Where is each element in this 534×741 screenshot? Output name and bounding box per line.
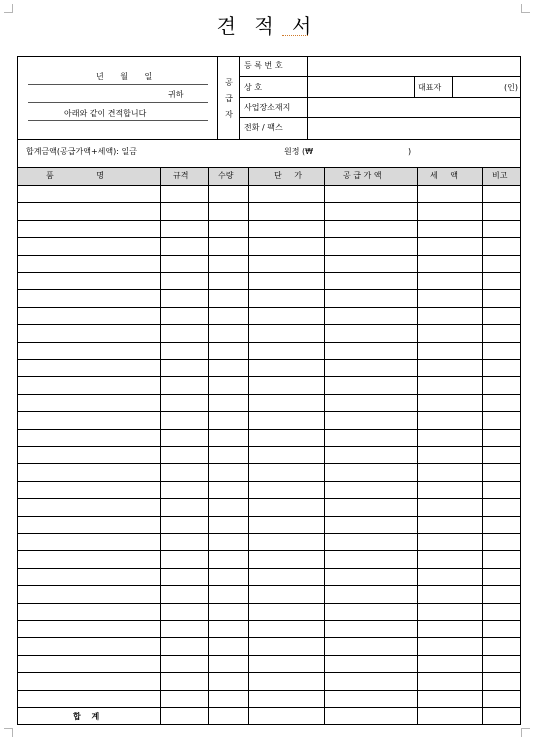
ceo-label: 대표자 [418, 83, 442, 92]
table-row-line [18, 585, 520, 586]
header-tax: 세 액 [430, 171, 458, 180]
table-row-line [18, 533, 520, 534]
table-row-line [18, 411, 520, 412]
table-row-line [18, 672, 520, 673]
company-name-label: 상 호 [244, 83, 262, 92]
table-row-line [18, 568, 520, 569]
recipient-underline [28, 84, 208, 85]
supplier-row-line [239, 76, 520, 77]
seal-mark: (인) [504, 83, 518, 92]
registration-number-label: 등 록 번 호 [244, 61, 283, 70]
date-label: 년 월 일 [96, 72, 153, 81]
address-label: 사업장소재지 [244, 103, 291, 112]
table-row-line [18, 707, 520, 708]
table-row-line [18, 376, 520, 377]
table-row-line [18, 272, 520, 273]
recipient-underline [28, 120, 208, 121]
table-row-line [18, 481, 520, 482]
page-corner-mark [521, 728, 530, 737]
supplier-field-divider [307, 57, 308, 139]
table-row-line [18, 307, 520, 308]
total-close-paren: ) [408, 147, 412, 156]
table-row-line [18, 516, 520, 517]
recipient-underline [28, 102, 208, 103]
table-row-line [18, 289, 520, 290]
document-title: 견 적 서 [216, 14, 318, 38]
table-row-line [18, 446, 520, 447]
supplier-label-char: 급 [225, 94, 233, 103]
header-item-name: 품 명 [46, 171, 104, 180]
supplier-label-divider [239, 57, 240, 139]
page-corner-mark [4, 728, 13, 737]
table-row-line [18, 220, 520, 221]
table-row-line [18, 324, 520, 325]
quote-message: 아래와 같이 견적합니다 [64, 109, 147, 118]
table-row-line [18, 463, 520, 464]
header-note: 비고 [492, 171, 508, 180]
table-row-line [18, 550, 520, 551]
header-quantity: 수량 [218, 171, 234, 180]
table-header-line [18, 185, 520, 186]
table-row-line [18, 498, 520, 499]
ceo-divider [414, 76, 415, 97]
total-bottom-line [18, 167, 520, 168]
table-row-line [18, 655, 520, 656]
total-won-label: 원정 (₩ [284, 147, 314, 156]
total-amount-label: 합계금액(공급가액+세액): 일금 [26, 147, 137, 156]
table-row-line [18, 255, 520, 256]
ceo-divider [452, 76, 453, 97]
phone-fax-label: 전화 / 팩스 [244, 123, 283, 132]
table-row-line [18, 620, 520, 621]
table-footer-total-label: 합 계 [73, 712, 100, 721]
header-spec: 규격 [173, 171, 189, 180]
block-divider [217, 57, 218, 139]
block-bottom-line [18, 139, 520, 140]
table-row-line [18, 342, 520, 343]
supplier-row-line [239, 97, 520, 98]
table-row-line [18, 359, 520, 360]
header-unit-price: 단 가 [274, 171, 302, 180]
supplier-label-char: 공 [225, 78, 233, 87]
header-supply-amount: 공 급 가 액 [343, 171, 382, 180]
table-row-line [18, 202, 520, 203]
spellcheck-underline [282, 33, 308, 36]
table-row-line [18, 237, 520, 238]
honorific-label: 귀하 [168, 90, 184, 99]
table-row-line [18, 603, 520, 604]
supplier-label-char: 자 [225, 110, 233, 119]
table-row-line [18, 690, 520, 691]
quotation-sheet [17, 56, 521, 725]
supplier-row-line [239, 117, 520, 118]
table-row-line [18, 637, 520, 638]
table-row-line [18, 394, 520, 395]
table-row-line [18, 429, 520, 430]
